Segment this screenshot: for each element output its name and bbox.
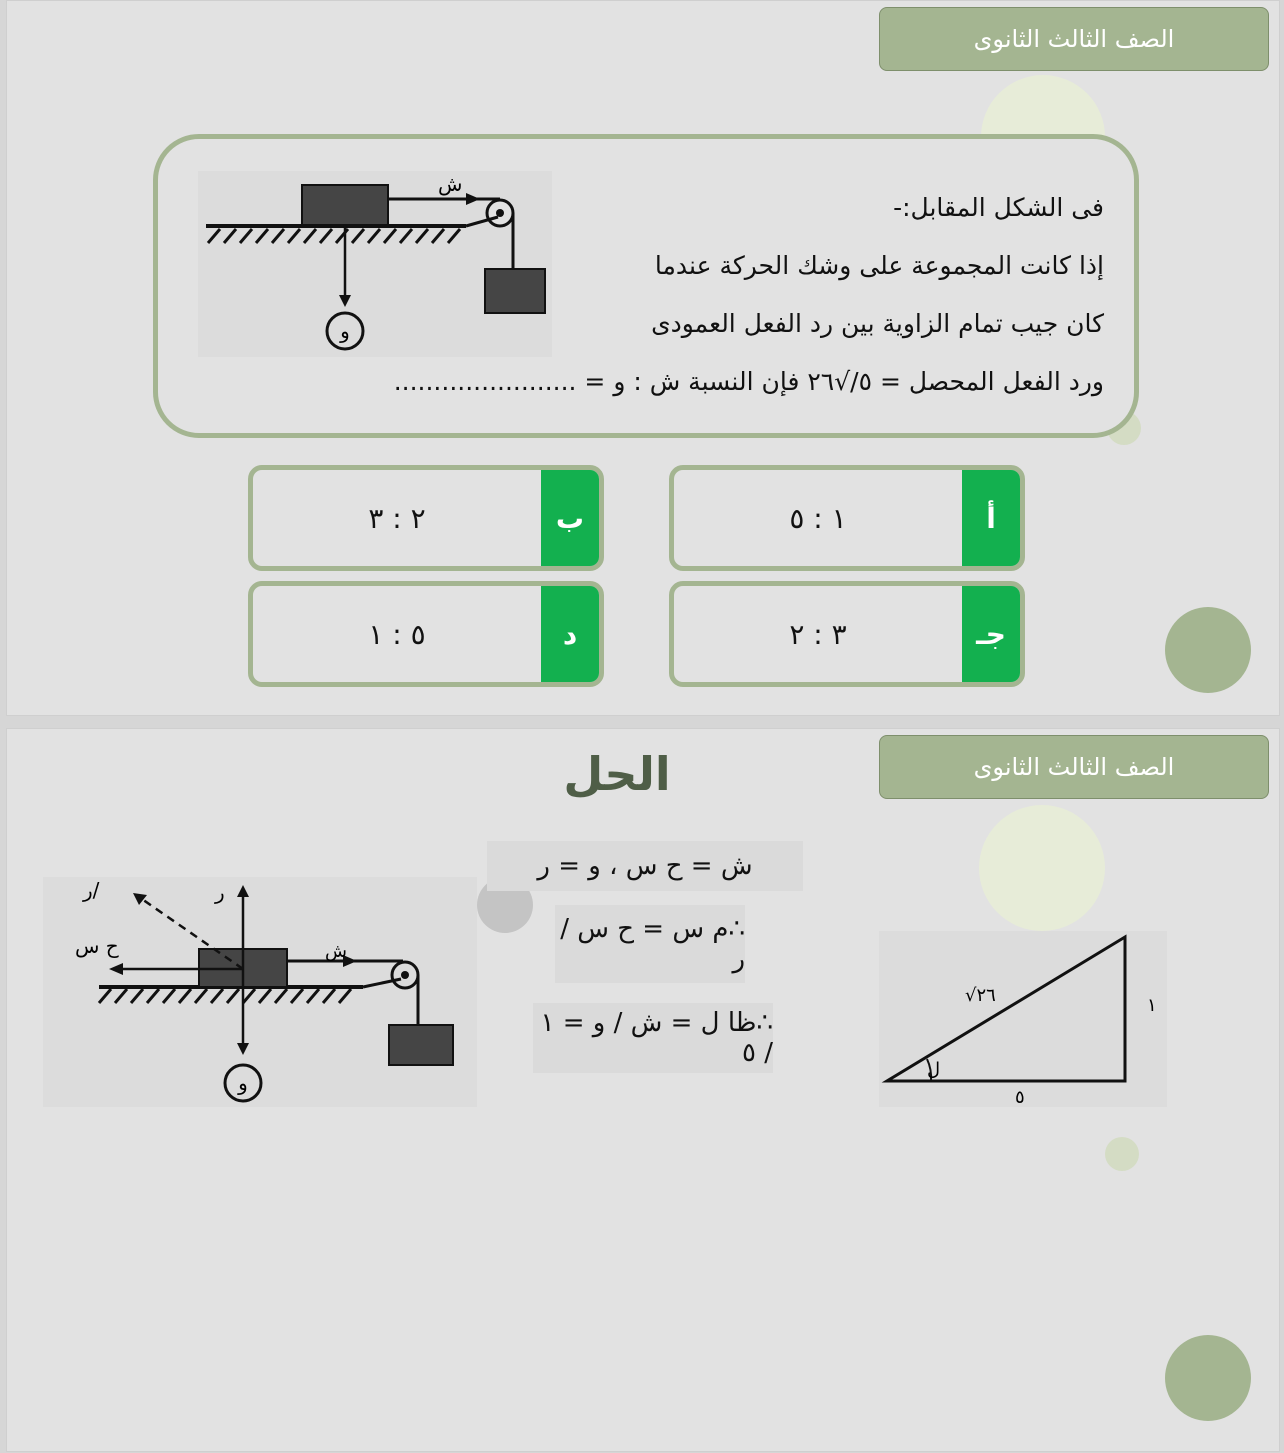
solution-slide	[6, 728, 1280, 1452]
decor-circle	[1165, 1335, 1251, 1421]
pulley-diagram	[198, 171, 552, 357]
grade-badge	[879, 735, 1269, 799]
question-box	[153, 134, 1139, 438]
weight-label: و	[238, 1071, 248, 1095]
option-b[interactable]	[248, 465, 604, 571]
force-label: ش	[438, 172, 463, 196]
opposite-label: ١	[1147, 995, 1157, 1016]
option-letter: أ	[962, 470, 1020, 566]
question-diagram	[198, 171, 552, 357]
decor-circle	[1165, 607, 1251, 693]
question-line: إذا كانت المجموعة على وشك الحركة عندما	[654, 251, 1104, 280]
equation-2: ∴م س = ح س / ر	[555, 905, 745, 983]
hypotenuse-label: √٢٦	[965, 985, 996, 1006]
option-letter: ب	[541, 470, 599, 566]
option-value: ٣ : ٢	[789, 617, 847, 651]
resultant-label: ر/	[83, 878, 100, 902]
weight-label: و	[340, 319, 350, 343]
grade-badge	[879, 7, 1269, 71]
question-slide	[6, 0, 1280, 716]
grade-label: الصف الثالث الثانوى	[973, 753, 1175, 781]
normal-label: ر	[215, 880, 225, 904]
equation-3: ∴ظا ل = ش / و = ١ / ٥	[533, 1003, 773, 1073]
option-d[interactable]	[248, 581, 604, 687]
right-triangle	[879, 931, 1167, 1107]
option-value: ٢ : ٣	[368, 501, 426, 535]
triangle-diagram	[879, 931, 1167, 1107]
question-line: ورد الفعل المحصل = ٥/√٢٦ فإن النسبة ش : و = .......................	[393, 367, 1104, 396]
decor-circle	[1105, 1137, 1139, 1171]
force-label: ش	[325, 941, 347, 962]
question-line: فى الشكل المقابل:-	[893, 193, 1104, 222]
option-value: ١ : ٥	[789, 501, 847, 535]
option-letter: د	[541, 586, 599, 682]
grade-label: الصف الثالث الثانوى	[973, 25, 1175, 53]
solution-diagram	[43, 877, 477, 1107]
option-value: ٥ : ١	[368, 617, 426, 651]
option-a[interactable]	[669, 465, 1025, 571]
force-diagram	[43, 877, 477, 1107]
equation-1: ش = ح س ، و = ر	[487, 841, 803, 891]
question-line: كان جيب تمام الزاوية بين رد الفعل العمودى	[651, 309, 1104, 338]
angle-label: ل	[927, 1059, 941, 1080]
option-letter: جـ	[962, 586, 1020, 682]
solution-title: الحل	[563, 747, 671, 801]
adjacent-label: ٥	[1015, 1087, 1025, 1107]
decor-circle	[979, 805, 1105, 931]
question-text	[393, 179, 1104, 411]
option-c[interactable]	[669, 581, 1025, 687]
friction-label: ح س	[75, 934, 119, 958]
